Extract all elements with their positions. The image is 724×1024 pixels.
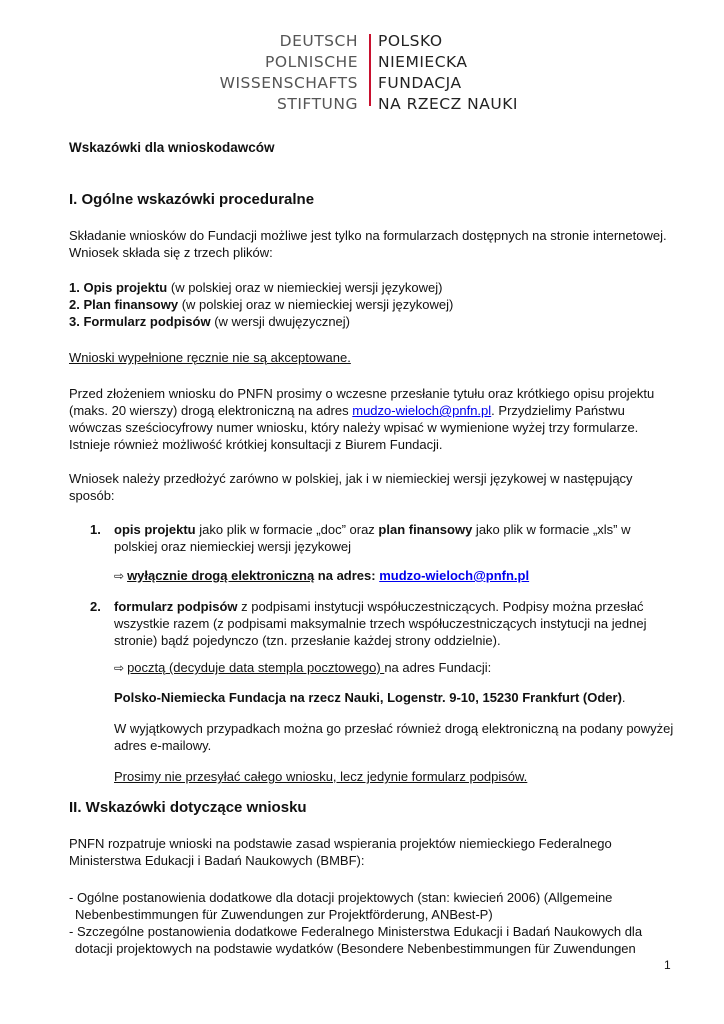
item-2-please: Prosimy nie przesyłać całego wniosku, lecz jedynie formularz podpisów. xyxy=(114,769,528,784)
regulation-list xyxy=(69,889,669,957)
prior-contact-paragraph: Przed złożeniem wniosku do PNFN prosimy o wczesne przesłanie tytułu oraz krótkiego opisu projektu (maks. 20 wierszy) drogą elektroniczną na adres mudzo-wieloch@pnfn.pl. Przydzielimy Państwu wówczas sześciocyfrowy numer wniosku, który należy wpisać w wymienione wyżej trzy formularze. Istnieje również możliwość krótkiej konsultacji z Biurem Fundacji. xyxy=(69,386,655,452)
arrow-right-icon: ⇨ xyxy=(114,569,125,583)
file-list xyxy=(69,279,669,330)
section-2-heading: II. Wskazówki dotyczące wniosku xyxy=(69,799,307,816)
email-link[interactable]: mudzo-wieloch@pnfn.pl xyxy=(379,568,530,583)
logo-polish-name: POLSKO NIEMIECKA FUNDACJA NA RZECZ NAUKI xyxy=(378,32,518,113)
email-link[interactable]: mudzo-wieloch@pnfn.pl xyxy=(352,403,492,418)
item-2-exception: W wyjątkowych przypadkach można go przesłać również drogą elektroniczną na podany powyżej adres e-mailowy. xyxy=(114,721,674,753)
file-item: 2. Plan finansowy (w polskiej oraz w niemieckiej wersji językowej) xyxy=(69,297,454,312)
arrow-right-icon: ⇨ xyxy=(114,661,125,675)
item-1-number: 1. xyxy=(90,522,101,537)
file-item: 3. Formularz podpisów (w wersji dwujęzycznej) xyxy=(69,314,350,329)
page-number: 1 xyxy=(664,958,671,972)
section-1-intro: Składanie wniosków do Fundacji możliwe jest tylko na formularzach dostępnych na stronie internetowej. Wniosek składa się z trzech plików: xyxy=(69,228,667,260)
item-1-delivery: ⇨ wyłącznie drogą elektroniczną na adres: mudzo-wieloch@pnfn.pl xyxy=(114,568,530,583)
section-1-heading: I. Ogólne wskazówki proceduralne xyxy=(69,191,315,208)
item-2-delivery: ⇨ pocztą (decyduje data stempla pocztowego) na adres Fundacji: xyxy=(114,660,492,675)
item-2-number: 2. xyxy=(90,599,101,614)
document-title: Wskazówki dla wnioskodawców xyxy=(69,140,275,155)
logo-german-name: DEUTSCH POLNISCHE WISSENSCHAFTS STIFTUNG xyxy=(219,32,358,113)
section-2-intro: PNFN rozpatruje wnioski na podstawie zasad wspierania projektów niemieckiego Federalnego Ministerstwa Edukacji i Badań Naukowych (BMBF): xyxy=(69,836,612,868)
logo-divider xyxy=(369,34,371,106)
foundation-logo xyxy=(0,31,724,111)
submit-intro: Wniosek należy przedłożyć zarówno w polskiej, jak i w niemieckiej wersji językowej w następujący sposób: xyxy=(69,471,633,503)
foundation-address: Polsko-Niemiecka Fundacja na rzecz Nauki, Logenstr. 9-10, 15230 Frankfurt (Oder). xyxy=(114,690,626,705)
file-item: 1. Opis projektu (w polskiej oraz w niemieckiej wersji językowej) xyxy=(69,280,443,295)
item-2-text: formularz podpisów z podpisami instytucji współuczestniczących. Podpisy można przesłać wszystkie razem (z podpisami maksymalnie trzech współuczestniczących instytucji na jednej stronie) bądź pojedynczo (tzn. przesłanie każdej strony oddzielnie). xyxy=(114,599,647,648)
item-1-text: opis projektu jako plik w formacie „doc” oraz plan finansowy jako plik w formacie „xls” w polskiej oraz niemieckiej wersji językowej xyxy=(114,522,631,554)
list-item: - Ogólne postanowienia dodatkowe dla dotacji projektowych (stan: kwiecień 2006) (Allgemeine Nebenbestimmungen für Zuwendungen zur Projektförderung, ANBest-P) xyxy=(69,890,613,922)
list-item: - Szczególne postanowienia dodatkowe Federalnego Ministerstwa Edukacji i Badań Naukowych dla dotacji projektowych na podstawie wydatków (Besondere Nebenbestimmungen für Zuwendungen xyxy=(69,924,643,956)
handwritten-note: Wnioski wypełnione ręcznie nie są akceptowane. xyxy=(69,350,351,365)
